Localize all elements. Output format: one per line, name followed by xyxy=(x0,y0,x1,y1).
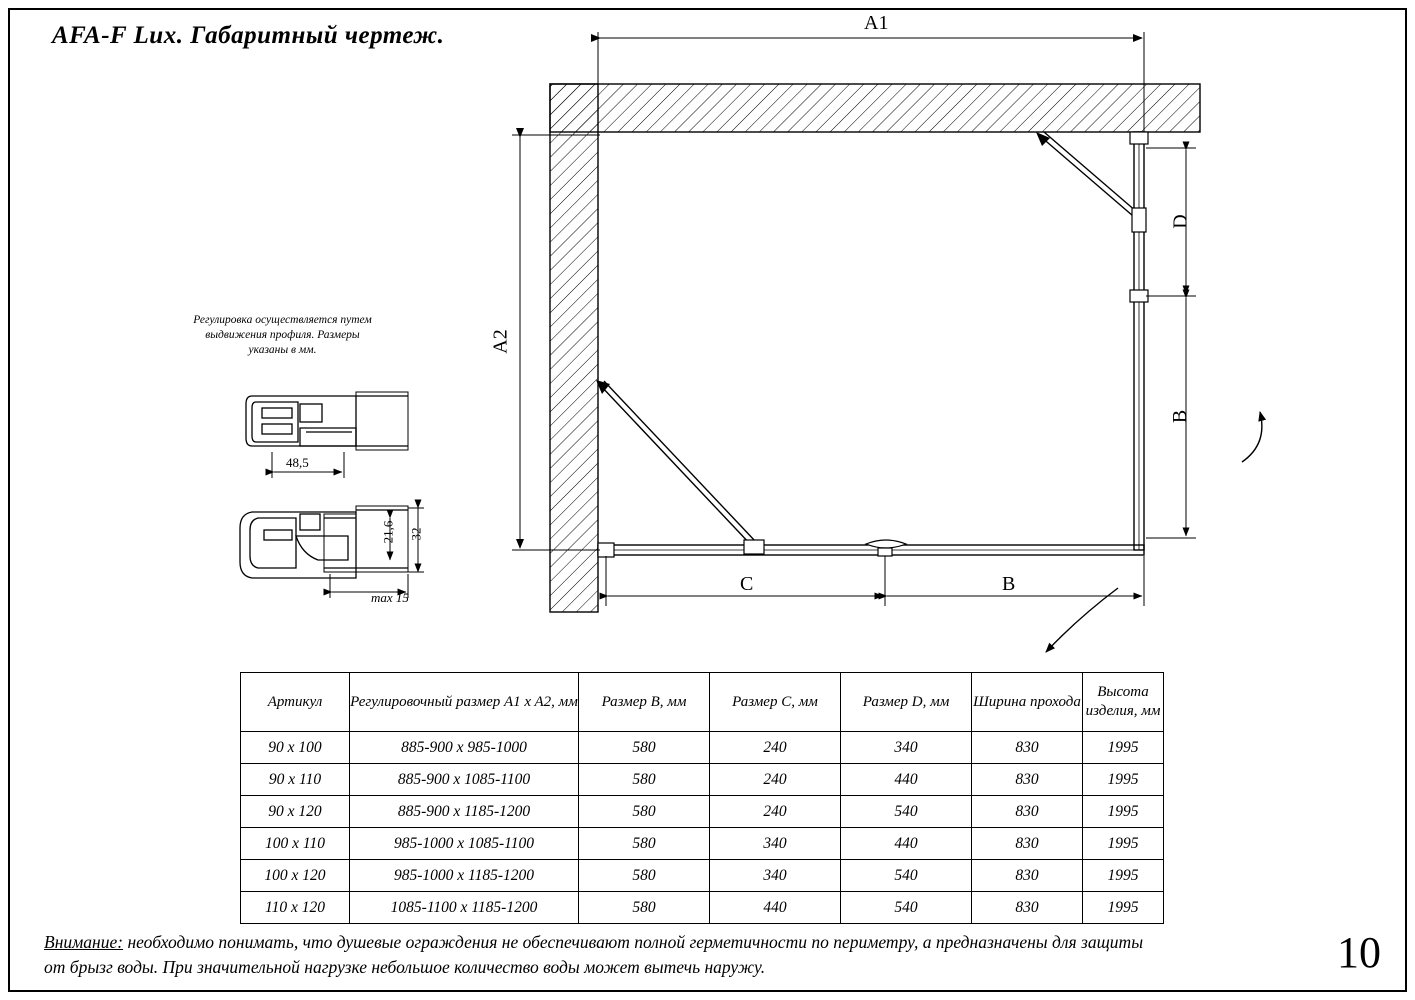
table-row xyxy=(241,796,1164,828)
warning-label: Внимание: xyxy=(44,932,124,952)
cell-adjustable: 1085-1100 x 1185-1200 xyxy=(350,892,579,924)
cell-article: 100 x 120 xyxy=(241,860,350,892)
cell-b: 580 xyxy=(579,860,710,892)
header-product-height: Высота изделия, мм xyxy=(1083,673,1164,732)
profile-width-label: 48,5 xyxy=(286,455,309,470)
table-header-row xyxy=(241,673,1164,732)
cell-adjustable: 885-900 x 1085-1100 xyxy=(350,764,579,796)
cell-d: 540 xyxy=(841,796,972,828)
cell-article: 90 x 120 xyxy=(241,796,350,828)
page-number: 10 xyxy=(1337,928,1381,977)
cell-height: 1995 xyxy=(1083,796,1164,828)
cell-passage: 830 xyxy=(972,892,1083,924)
profile-max-label: max 15 xyxy=(371,590,409,605)
header-size-c: Размер C, мм xyxy=(710,673,841,732)
specification-table xyxy=(240,672,1164,924)
header-size-d: Размер D, мм xyxy=(841,673,972,732)
cell-height: 1995 xyxy=(1083,860,1164,892)
cell-b: 580 xyxy=(579,828,710,860)
cell-b: 580 xyxy=(579,892,710,924)
cell-article: 100 x 110 xyxy=(241,828,350,860)
door-leaf-right xyxy=(1036,132,1146,232)
dimension-label-b-bottom: B xyxy=(1002,573,1016,595)
door-leaf-bottom xyxy=(596,380,764,554)
cell-article: 90 x 110 xyxy=(241,764,350,796)
cell-d: 540 xyxy=(841,860,972,892)
warning-text: необходимо понимать, что душевые ограждения не обеспечивают полной герметичности по периметру, а предназначены для защиты от брызг воды. При значительной нагрузке небольшое количество воды может вытечь наружу. xyxy=(44,932,1144,978)
adjustment-note: Регулировка осуществляется путем выдвижения профиля. Размеры указаны в мм. xyxy=(193,314,372,356)
page-title: AFA-F Lux. Габаритный чертеж. xyxy=(52,22,445,49)
table-row xyxy=(241,892,1164,924)
door-handle xyxy=(866,540,906,556)
table-row xyxy=(241,732,1164,764)
cell-b: 580 xyxy=(579,732,710,764)
cell-adjustable: 985-1000 x 1185-1200 xyxy=(350,860,579,892)
cell-d: 540 xyxy=(841,892,972,924)
profile-outer-height-label: 32 xyxy=(408,527,424,541)
cell-height: 1995 xyxy=(1083,732,1164,764)
profile-inner-height-label: 21,6 xyxy=(380,520,396,544)
cell-adjustable: 985-1000 x 1085-1100 xyxy=(350,828,579,860)
dimension-label-a2: A2 xyxy=(489,329,512,354)
profile-section-top xyxy=(246,392,408,450)
table-row xyxy=(241,764,1164,796)
header-passage-width: Ширина прохода xyxy=(972,673,1083,732)
cell-d: 440 xyxy=(841,828,972,860)
cell-passage: 830 xyxy=(972,828,1083,860)
cell-c: 340 xyxy=(710,828,841,860)
swing-arrow-upper xyxy=(1242,412,1262,462)
dimension-label-a1: A1 xyxy=(864,12,889,34)
cell-adjustable: 885-900 x 1185-1200 xyxy=(350,796,579,828)
header-article: Артикул xyxy=(241,673,350,732)
cell-adjustable: 885-900 x 985-1000 xyxy=(350,732,579,764)
warning-note xyxy=(44,930,1164,981)
cell-passage: 830 xyxy=(972,796,1083,828)
cell-d: 440 xyxy=(841,764,972,796)
cell-passage: 830 xyxy=(972,764,1083,796)
wall-hatching xyxy=(550,84,1200,612)
cell-c: 240 xyxy=(710,796,841,828)
cell-c: 340 xyxy=(710,860,841,892)
cell-height: 1995 xyxy=(1083,764,1164,796)
dimension-label-c: C xyxy=(740,573,754,595)
table-row xyxy=(241,828,1164,860)
hinge-fittings xyxy=(598,132,1148,557)
dimension-label-d: D xyxy=(1169,214,1192,229)
cell-b: 580 xyxy=(579,764,710,796)
cell-article: 90 x 100 xyxy=(241,732,350,764)
cell-b: 580 xyxy=(579,796,710,828)
cell-height: 1995 xyxy=(1083,892,1164,924)
swing-arrow-lower xyxy=(1046,588,1118,652)
cell-c: 240 xyxy=(710,764,841,796)
table-row xyxy=(241,860,1164,892)
cell-passage: 830 xyxy=(972,860,1083,892)
cell-height: 1995 xyxy=(1083,828,1164,860)
header-size-b: Размер B, мм xyxy=(579,673,710,732)
enclosure-outline xyxy=(598,132,1144,555)
cell-c: 440 xyxy=(710,892,841,924)
cell-c: 240 xyxy=(710,732,841,764)
dimension-profile-heights xyxy=(330,508,424,598)
header-adjustable-size: Регулировочный размер A1 x A2, мм xyxy=(350,673,579,732)
dimension-label-b-right: B xyxy=(1169,409,1192,424)
cell-passage: 830 xyxy=(972,732,1083,764)
cell-d: 340 xyxy=(841,732,972,764)
cell-article: 110 x 120 xyxy=(241,892,350,924)
